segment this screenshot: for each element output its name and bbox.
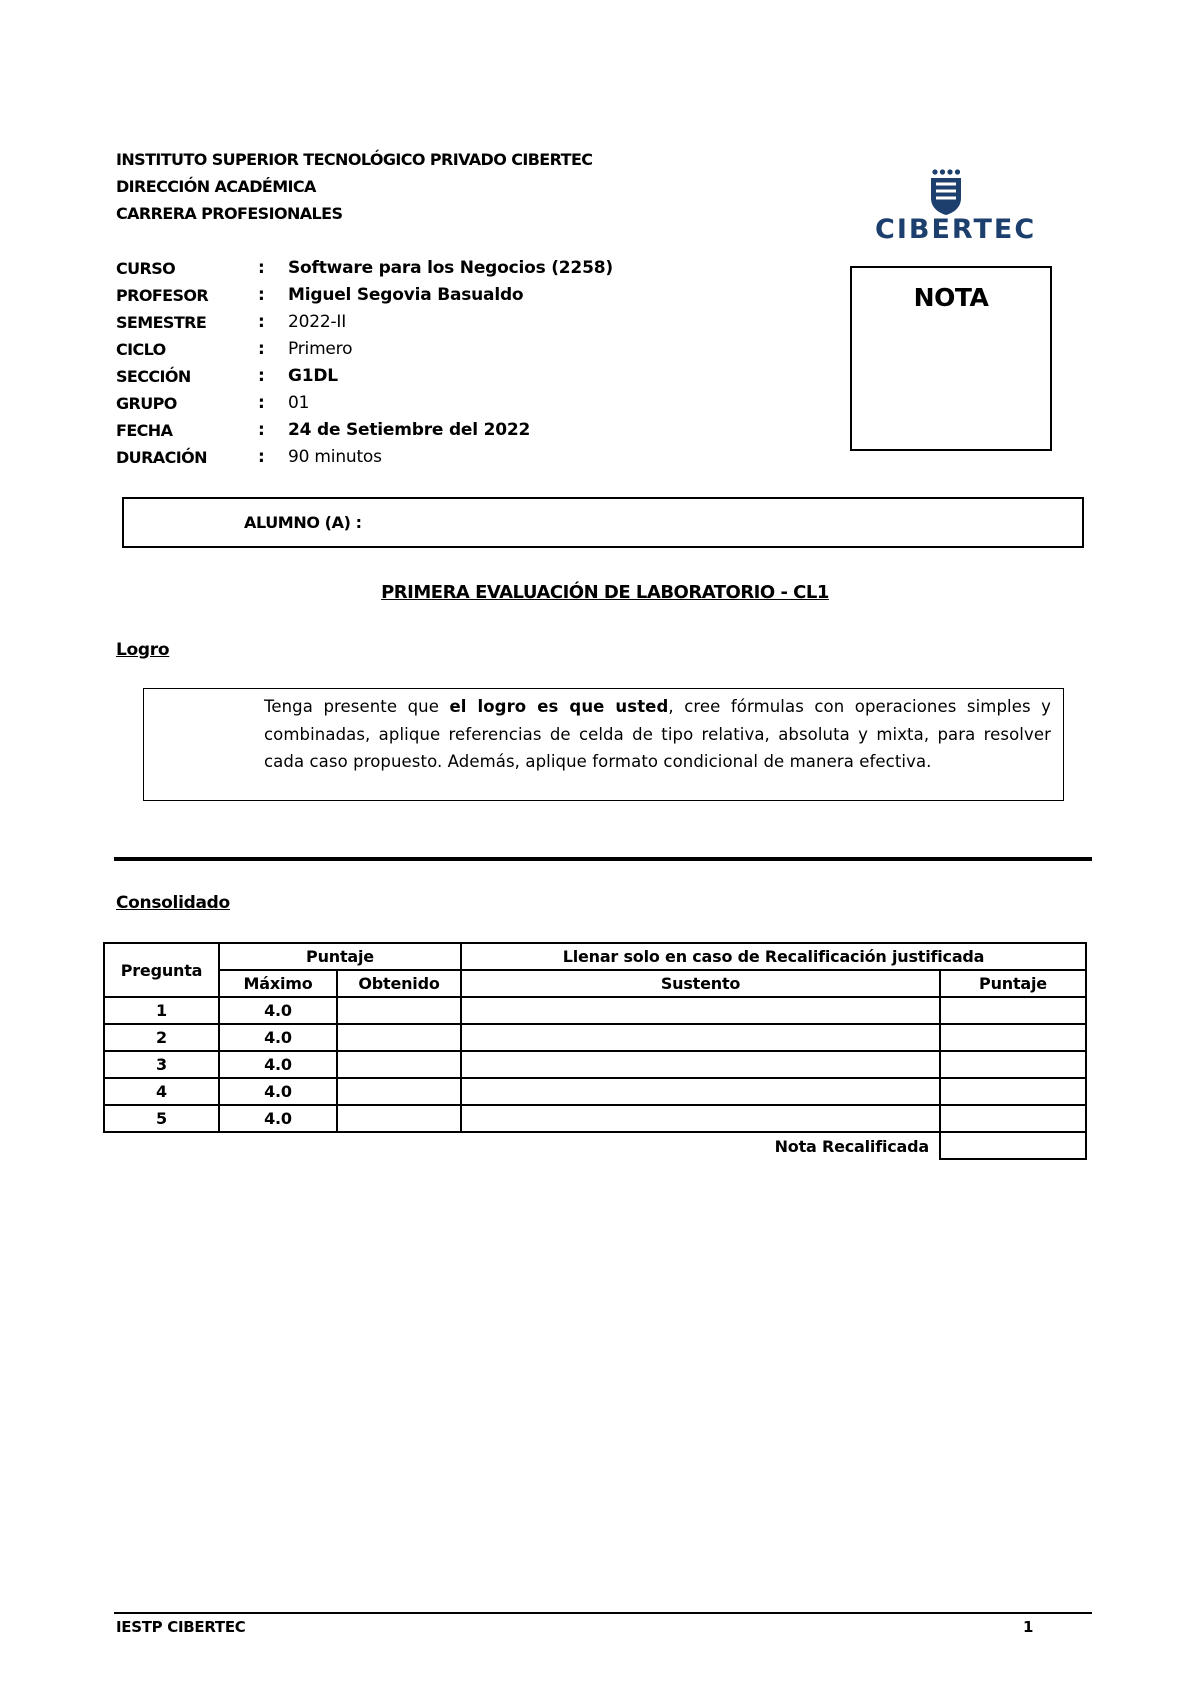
logro-text-after: , cree fórmulas con operaciones simples y combinadas, aplique referencias de celda de tipo relativa, absoluta y mixta, para resolver cada caso propuesto. Además, aplique formato condicional de manera efectiva. <box>264 697 1052 771</box>
consolidado-heading: Consolidado <box>116 893 230 913</box>
cell-sustento[interactable] <box>461 1078 940 1105</box>
table-row <box>104 1051 1086 1078</box>
table-row <box>104 1105 1086 1132</box>
info-value: Primero <box>288 339 353 359</box>
info-value: Software para los Negocios (2258) <box>288 258 613 278</box>
alumno-label: ALUMNO (A) : <box>244 513 362 532</box>
divider <box>114 857 1092 861</box>
header-sustento: Sustento <box>461 970 940 997</box>
nota-recalificada-label: Nota Recalificada <box>774 1136 929 1156</box>
cell-sustento[interactable] <box>461 997 940 1024</box>
info-value: 24 de Setiembre del 2022 <box>288 420 531 440</box>
cell-maximo: 4.0 <box>219 1105 337 1132</box>
header-obtenido: Obtenido <box>337 970 461 997</box>
cell-pregunta: 5 <box>104 1105 219 1132</box>
alumno-field[interactable] <box>122 497 1084 548</box>
cell-puntaje[interactable] <box>940 1024 1086 1051</box>
info-colon: : <box>258 312 265 332</box>
cell-pregunta: 3 <box>104 1051 219 1078</box>
cell-obtenido[interactable] <box>337 1105 461 1132</box>
info-label: SEMESTRE <box>116 313 207 332</box>
cell-pregunta: 1 <box>104 997 219 1024</box>
info-value: 01 <box>288 393 310 413</box>
institution-name: INSTITUTO SUPERIOR TECNOLÓGICO PRIVADO CIBERTEC <box>116 150 593 169</box>
header-puntaje-recal: Puntaje <box>940 970 1086 997</box>
logo-text: CIBERTEC <box>875 214 1037 245</box>
logro-heading: Logro <box>116 640 170 660</box>
cell-maximo: 4.0 <box>219 997 337 1024</box>
header-pregunta: Pregunta <box>104 943 219 997</box>
cell-obtenido[interactable] <box>337 997 461 1024</box>
info-value: 2022-II <box>288 312 347 332</box>
header-puntaje: Puntaje <box>219 943 461 970</box>
department-name: DIRECCIÓN ACADÉMICA <box>116 177 316 196</box>
nota-box[interactable] <box>850 266 1052 451</box>
info-colon: : <box>258 258 265 278</box>
header-recalificacion: Llenar solo en caso de Recalificación justificada <box>461 943 1086 970</box>
cell-maximo: 4.0 <box>219 1051 337 1078</box>
info-value: 90 minutos <box>288 447 382 467</box>
cell-obtenido[interactable] <box>337 1078 461 1105</box>
info-colon: : <box>258 447 265 467</box>
info-colon: : <box>258 366 265 386</box>
logro-text-bold: el logro es que usted <box>449 697 669 716</box>
cell-sustento[interactable] <box>461 1051 940 1078</box>
program-name: CARRERA PROFESIONALES <box>116 204 343 223</box>
info-colon: : <box>258 285 265 305</box>
logro-text-before: Tenga presente que <box>264 697 450 716</box>
cell-pregunta: 4 <box>104 1078 219 1105</box>
evaluation-title: PRIMERA EVALUACIÓN DE LABORATORIO - CL1 <box>381 582 829 603</box>
cell-obtenido[interactable] <box>337 1051 461 1078</box>
page-number: 1 <box>1023 1618 1034 1636</box>
header-maximo: Máximo <box>219 970 337 997</box>
cell-puntaje[interactable] <box>940 1105 1086 1132</box>
cell-sustento[interactable] <box>461 1024 940 1051</box>
logro-text <box>264 693 1051 776</box>
cell-puntaje[interactable] <box>940 997 1086 1024</box>
info-colon: : <box>258 393 265 413</box>
score-table <box>103 942 1087 1160</box>
nota-recalificada-cell[interactable] <box>940 1132 1086 1159</box>
footer-divider <box>114 1612 1092 1614</box>
info-value: G1DL <box>288 366 338 386</box>
cell-puntaje[interactable] <box>940 1051 1086 1078</box>
table-row <box>104 1024 1086 1051</box>
info-colon: : <box>258 420 265 440</box>
info-value: Miguel Segovia Basualdo <box>288 285 524 305</box>
info-label: FECHA <box>116 421 173 440</box>
nota-label: NOTA <box>913 283 989 312</box>
info-label: CICLO <box>116 340 166 359</box>
cell-pregunta: 2 <box>104 1024 219 1051</box>
cell-sustento[interactable] <box>461 1105 940 1132</box>
cell-obtenido[interactable] <box>337 1024 461 1051</box>
cell-maximo: 4.0 <box>219 1024 337 1051</box>
info-colon: : <box>258 339 265 359</box>
logro-box <box>143 688 1064 801</box>
shield-crest-icon <box>927 168 969 216</box>
info-label: DURACIÓN <box>116 448 207 467</box>
info-label: GRUPO <box>116 394 177 413</box>
info-label: SECCIÓN <box>116 367 191 386</box>
info-label: PROFESOR <box>116 286 209 305</box>
cell-maximo: 4.0 <box>219 1078 337 1105</box>
info-label: CURSO <box>116 259 176 278</box>
cibertec-logo <box>875 168 1035 248</box>
table-row <box>104 1078 1086 1105</box>
cell-puntaje[interactable] <box>940 1078 1086 1105</box>
table-row <box>104 997 1086 1024</box>
footer-institution: IESTP CIBERTEC <box>116 1618 246 1636</box>
